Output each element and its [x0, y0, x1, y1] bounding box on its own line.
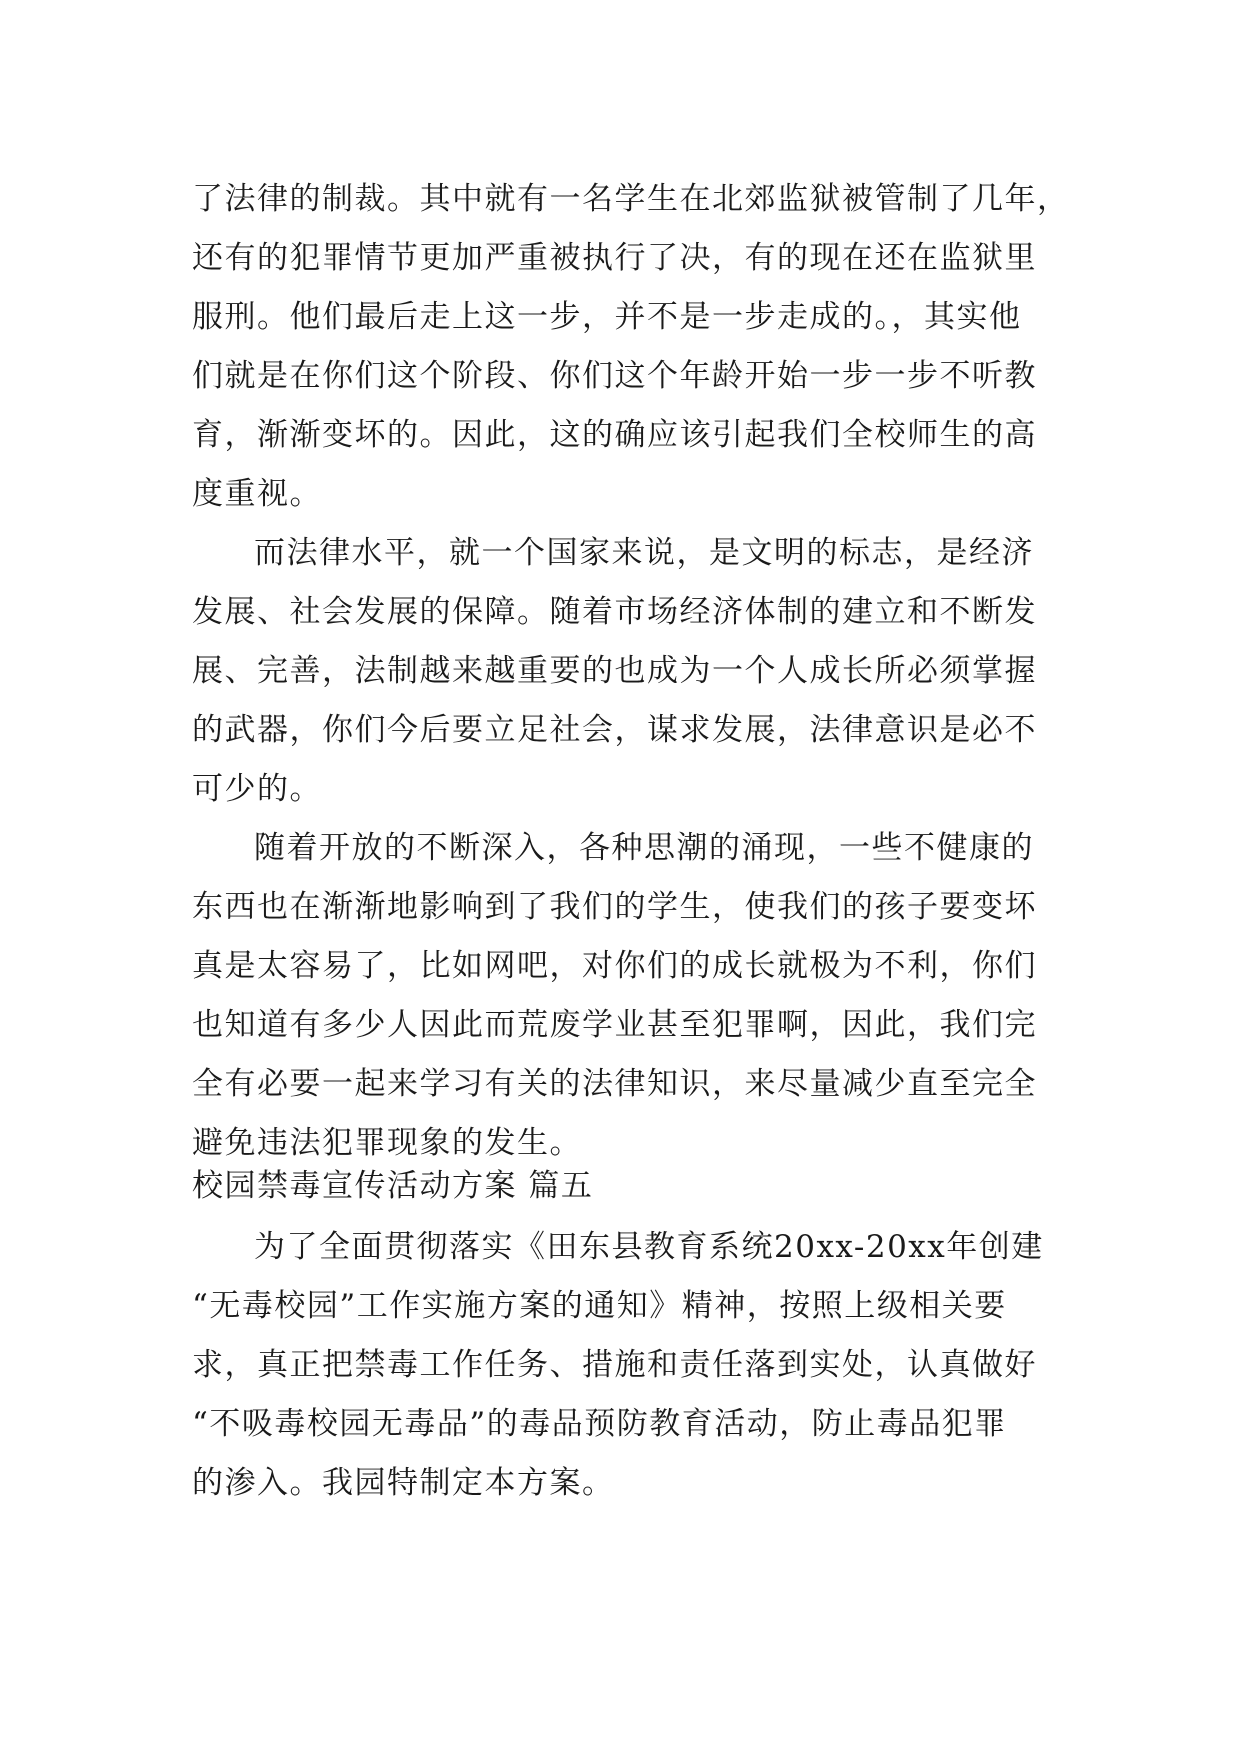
text-line: “无毒校园”工作实施方案的通知》精神，按照上级相关要 — [192, 1288, 1007, 1324]
paragraph-3 — [192, 819, 1052, 1173]
text-line: 服刑。他们最后走上这一步，并不是一步走成的。，其实他 — [192, 299, 1022, 335]
text-line: 度重视。 — [192, 476, 322, 512]
text-line: 可少的。 — [192, 771, 322, 807]
text-line: “不吸毒校园无毒品”的毒品预防教育活动，防止毒品犯罪 — [192, 1406, 1007, 1442]
text-line: 的武器，你们今后要立足社会，谋求发展，法律意识是必不 — [192, 712, 1037, 748]
text-line: 展、完善，法制越来越重要的也成为一个人成长所必须掌握 — [192, 653, 1037, 689]
text-line: 也知道有多少人因此而荒废学业甚至犯罪啊，因此，我们完 — [192, 1007, 1037, 1043]
paragraph-4 — [192, 1218, 1052, 1513]
text-line: 而法律水平，就一个国家来说，是文明的标志，是经济 — [254, 535, 1034, 571]
body-text-section-2 — [192, 1218, 1052, 1513]
text-line: 东西也在渐渐地影响到了我们的学生，使我们的孩子要变坏 — [192, 889, 1037, 925]
section-heading: 校园禁毒宣传活动方案 篇五 — [192, 1168, 594, 1204]
text-line: 为了全面贯彻落实《田东县教育系统20xx-20xx年创建 — [254, 1229, 1044, 1265]
text-line: 全有必要一起来学习有关的法律知识，来尽量减少直至完全 — [192, 1066, 1037, 1102]
text-line: 发展、社会发展的保障。随着市场经济体制的建立和不断发 — [192, 594, 1037, 630]
text-line: 避免违法犯罪现象的发生。 — [192, 1125, 582, 1161]
body-text-section-1 — [192, 170, 1070, 1173]
text-line: 育，渐渐变坏的。因此，这的确应该引起我们全校师生的高 — [192, 417, 1037, 453]
text-line: 还有的犯罪情节更加严重被执行了决，有的现在还在监狱里 — [192, 240, 1037, 276]
paragraph-2 — [192, 524, 1052, 819]
text-line: 真是太容易了，比如网吧，对你们的成长就极为不利，你们 — [192, 948, 1037, 984]
text-line: 随着开放的不断深入，各种思潮的涌现，一些不健康的 — [254, 830, 1034, 866]
text-line: 的渗入。我园特制定本方案。 — [192, 1465, 615, 1501]
text-line: 们就是在你们这个阶段、你们这个年龄开始一步一步不听教 — [192, 358, 1037, 394]
text-line: 了法律的制裁。其中就有一名学生在北郊监狱被管制了几年， — [192, 181, 1070, 217]
text-line: 求，真正把禁毒工作任务、措施和责任落到实处，认真做好 — [192, 1347, 1037, 1383]
paragraph-1 — [192, 170, 1070, 524]
